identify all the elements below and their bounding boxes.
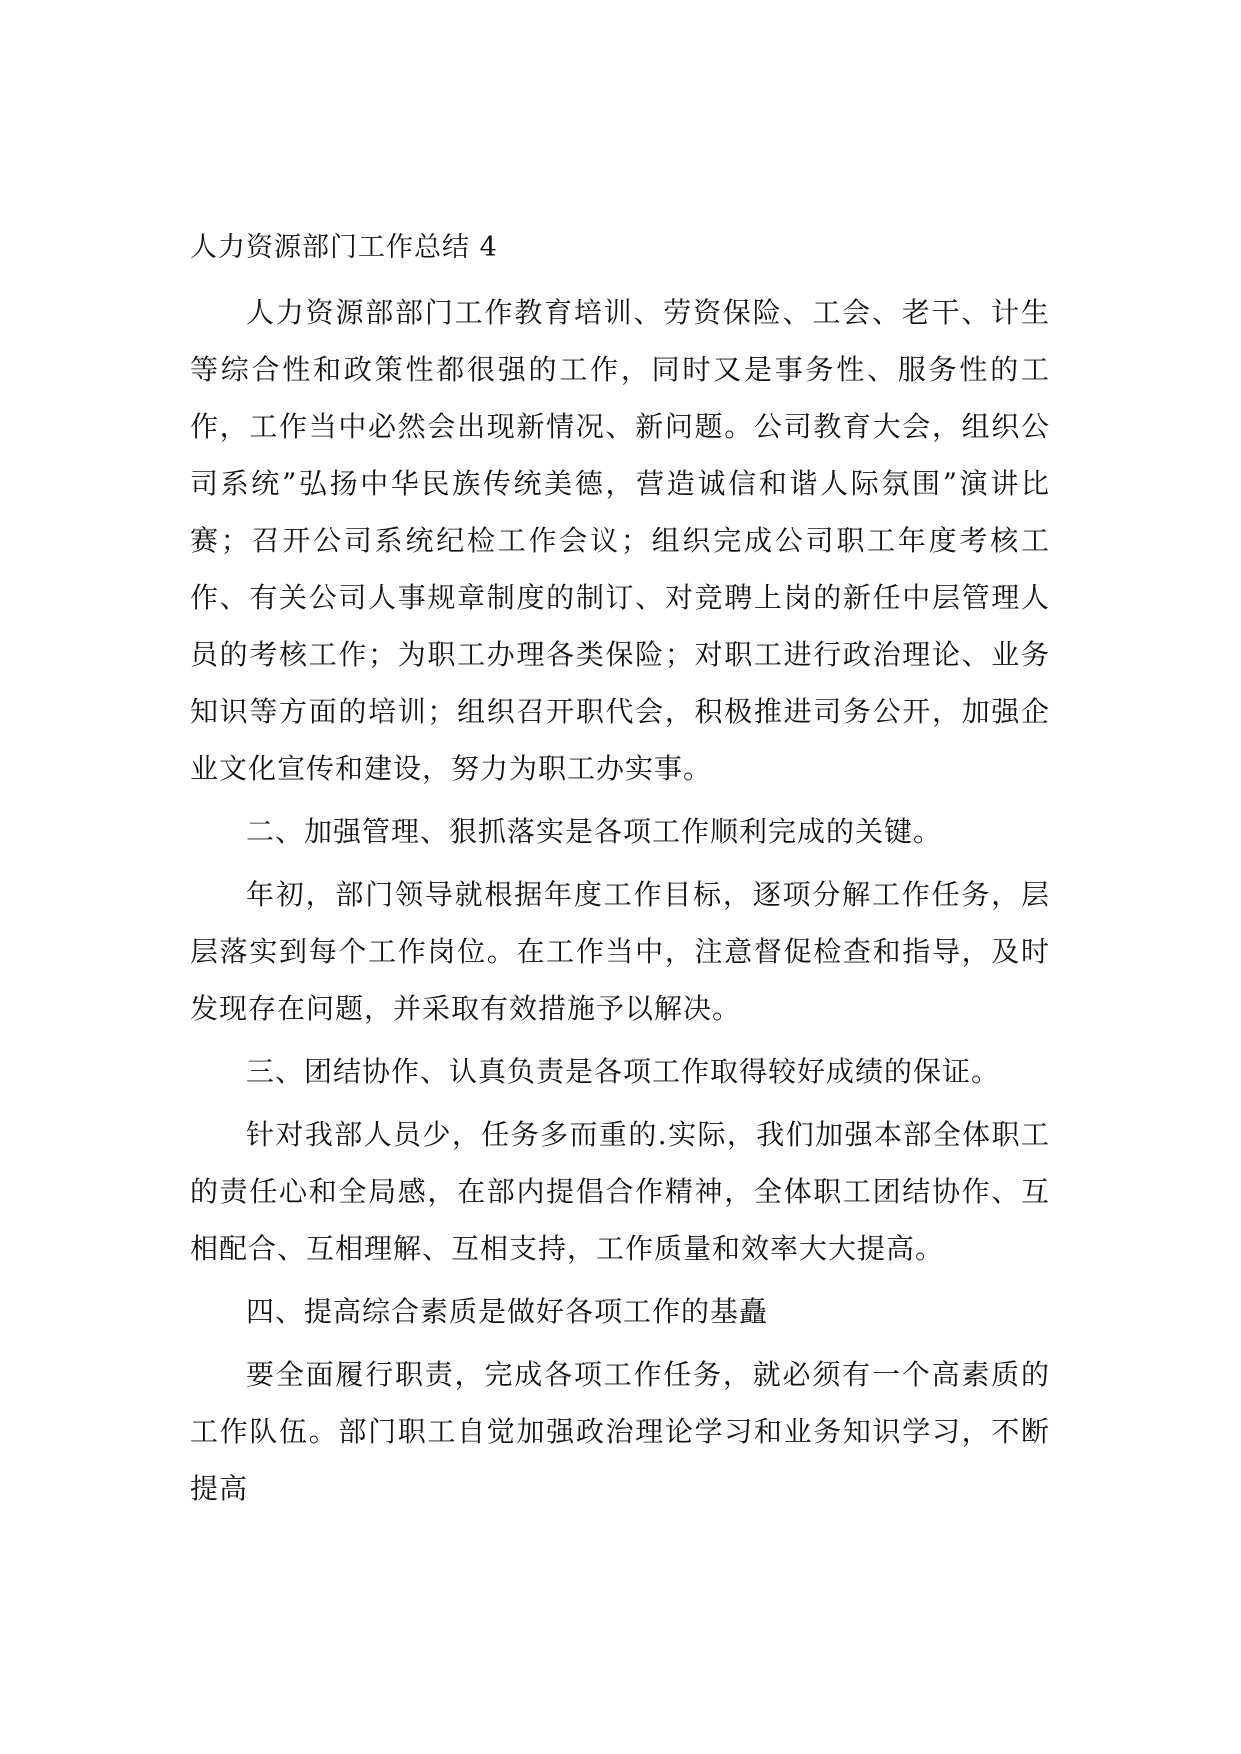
document-title: 人力资源部门工作总结 4: [190, 232, 498, 263]
paragraph-section-3: 针对我部人员少，任务多而重的.实际，我们加强本部全体职工的责任心和全局感，在部内提倡合作精神，全体职工团结协作、互相配合、互相理解、互相支持，工作质量和效率大大提高。: [190, 1118, 1050, 1265]
paragraph-intro: 人力资源部部门工作教育培训、劳资保险、工会、老干、计生等综合性和政策性都很强的工作，同时又是事务性、服务性的工作，工作当中必然会出现新情况、新问题。公司教育大会，组织公司系统”弘扬中华民族传统美德，营造诚信和谐人际氛围”演讲比赛；召开公司系统纪检工作会议；组织完成公司职工年度考核工作、有关公司人事规章制度的制订、对竞聘上岗的新任中层管理人员的考核工作；为职工办理各类保险；对职工进行政治理论、业务知识等方面的培训；组织召开职代会，积极推进司务公开，加强企业文化宣传和建设，努力为职工办实事。: [190, 296, 1050, 785]
paragraph-section-4: 要全面履行职责，完成各项工作任务，就必须有一个高素质的工作队伍。部门职工自觉加强政治理论学习和业务知识学习，不断提高: [190, 1358, 1050, 1505]
section-heading-2: 二、加强管理、狠抓落实是各项工作顺利完成的关键。: [246, 815, 943, 848]
section-heading-4: 四、提高综合素质是做好各项工作的基矗: [246, 1295, 769, 1328]
paragraph-section-2: 年初，部门领导就根据年度工作目标，逐项分解工作任务，层层落实到每个工作岗位。在工作当中，注意督促检查和指导，及时发现存在问题，并采取有效措施予以解决。: [190, 878, 1050, 1025]
document-page: [190, 228, 1050, 1523]
section-heading-3: 三、团结协作、认真负责是各项工作取得较好成绩的保证。: [246, 1055, 1001, 1088]
